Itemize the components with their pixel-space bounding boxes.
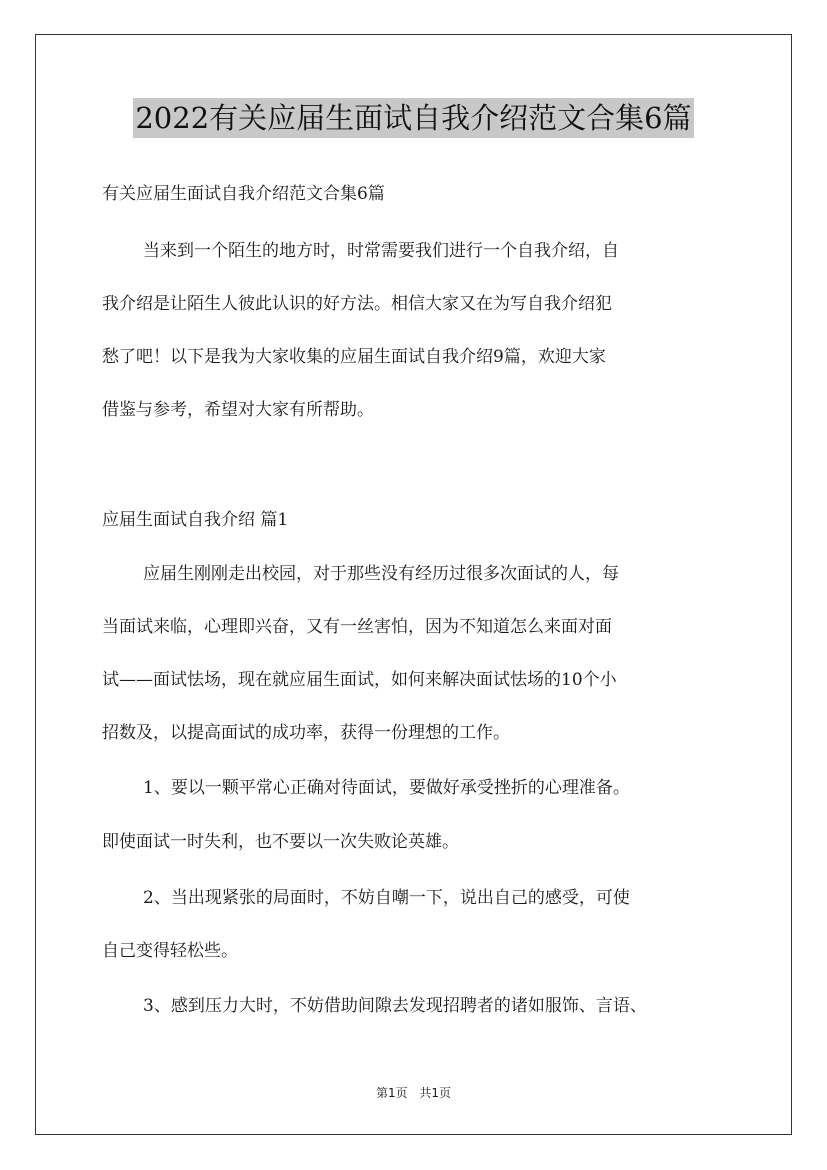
section-heading: 应届生面试自我介绍 篇1 — [102, 510, 289, 530]
body-line: 试——面试怯场，现在就应届生面试，如何来解决面试怯场的10个小 — [102, 670, 617, 690]
intro-line: 愁了吧！以下是我为大家收集的应届生面试自我介绍9篇，欢迎大家 — [102, 347, 606, 367]
body-line: 1、要以一颗平常心正确对待面试，要做好承受挫折的心理准备。 — [143, 778, 630, 798]
body-line: 当面试来临，心理即兴奋，又有一丝害怕，因为不知道怎么来面对面 — [102, 617, 612, 637]
document-subtitle: 有关应届生面试自我介绍范文合集6篇 — [102, 184, 385, 204]
body-line: 应届生刚刚走出校园，对于那些没有经历过很多次面试的人，每 — [143, 564, 619, 584]
document-title-wrap — [0, 98, 827, 138]
intro-line: 我介绍是让陌生人彼此认识的好方法。相信大家又在为写自我介绍犯 — [102, 294, 612, 314]
body-line: 3、感到压力大时，不妨借助间隙去发现招聘者的诸如服饰、言语、 — [143, 996, 647, 1016]
page-total: 共1页 — [419, 1086, 452, 1100]
intro-line: 当来到一个陌生的地方时，时常需要我们进行一个自我介绍，自 — [143, 241, 619, 261]
body-line: 即使面试一时失利，也不要以一次失败论英雄。 — [102, 832, 459, 852]
document-title: 2022有关应届生面试自我介绍范文合集6篇 — [133, 98, 693, 138]
body-line: 招数及，以提高面试的成功率，获得一份理想的工作。 — [102, 723, 510, 743]
body-line: 自己变得轻松些。 — [102, 941, 238, 961]
body-line: 2、当出现紧张的局面时，不妨自嘲一下，说出自己的感受，可使 — [143, 888, 630, 908]
intro-line: 借鉴与参考，希望对大家有所帮助。 — [102, 400, 374, 420]
page-footer — [0, 1084, 827, 1101]
page-number: 第1页 — [375, 1086, 408, 1100]
